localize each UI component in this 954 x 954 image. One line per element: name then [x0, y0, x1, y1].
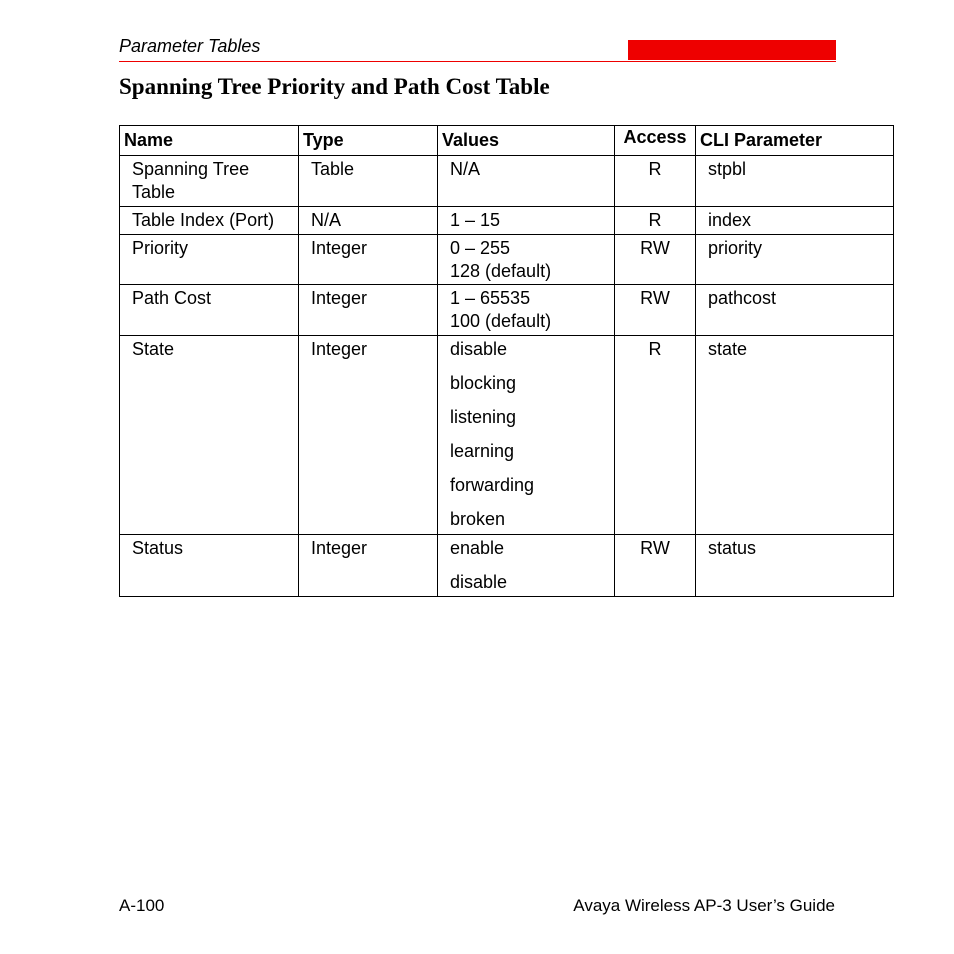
cell-access: RW — [615, 535, 696, 597]
cell-type: Integer — [299, 535, 438, 597]
cell-type: Table — [299, 156, 438, 207]
table-row — [120, 285, 894, 336]
footer-guide-title: Avaya Wireless AP-3 User’s Guide — [573, 896, 835, 915]
cell-access: RW — [615, 235, 696, 285]
value-line: N/A — [450, 159, 481, 179]
cell-values — [438, 235, 615, 285]
value-line: disable — [450, 339, 508, 359]
table-row — [120, 156, 894, 207]
cell-values — [438, 207, 615, 235]
table-row — [120, 535, 894, 597]
column-header-access: Access — [615, 126, 696, 156]
value-line: 0 – 255 — [450, 238, 511, 258]
header-accent-bar — [628, 40, 836, 60]
table-header-row — [120, 126, 894, 156]
cell-type: N/A — [299, 207, 438, 235]
column-header-type: Type — [299, 126, 438, 156]
value-line: 1 – 15 — [450, 210, 501, 230]
value-line: 128 (default) — [450, 261, 552, 281]
cell-cli-parameter: state — [696, 336, 894, 535]
running-head-title: Parameter Tables — [119, 36, 261, 56]
value-line: blocking — [450, 373, 517, 393]
value-line: enable — [450, 538, 505, 558]
cell-name: Table Index (Port) — [120, 207, 299, 235]
cell-cli-parameter: pathcost — [696, 285, 894, 336]
cell-name: State — [120, 336, 299, 535]
cell-type: Integer — [299, 235, 438, 285]
cell-type: Integer — [299, 285, 438, 336]
cell-access: R — [615, 207, 696, 235]
cell-access: R — [615, 336, 696, 535]
header-rule — [119, 61, 836, 62]
value-line: listening — [450, 407, 517, 427]
cell-name: Priority — [120, 235, 299, 285]
cell-name: Spanning Tree Table — [120, 156, 299, 207]
parameter-table — [119, 125, 894, 597]
cell-access: RW — [615, 285, 696, 336]
cell-values — [438, 156, 615, 207]
cell-name: Path Cost — [120, 285, 299, 336]
cell-access: R — [615, 156, 696, 207]
cell-values — [438, 285, 615, 336]
cell-values — [438, 336, 615, 535]
value-line: 1 – 65535 — [450, 288, 531, 308]
page-title: Spanning Tree Priority and Path Cost Table — [119, 74, 550, 99]
value-line: forwarding — [450, 475, 535, 495]
footer-page-number: A-100 — [119, 896, 165, 915]
cell-cli-parameter: stpbl — [696, 156, 894, 207]
cell-name: Status — [120, 535, 299, 597]
table-row — [120, 336, 894, 535]
cell-cli-parameter: priority — [696, 235, 894, 285]
cell-cli-parameter: status — [696, 535, 894, 597]
column-header-name: Name — [120, 126, 299, 156]
cell-type: Integer — [299, 336, 438, 535]
column-header-values: Values — [438, 126, 615, 156]
table-row — [120, 207, 894, 235]
table-row — [120, 235, 894, 285]
cell-cli-parameter: index — [696, 207, 894, 235]
value-line: disable — [450, 572, 508, 592]
value-line: learning — [450, 441, 515, 461]
column-header-cli-parameter: CLI Parameter — [696, 126, 894, 156]
value-line: broken — [450, 509, 506, 529]
cell-values — [438, 535, 615, 597]
value-line: 100 (default) — [450, 311, 552, 331]
